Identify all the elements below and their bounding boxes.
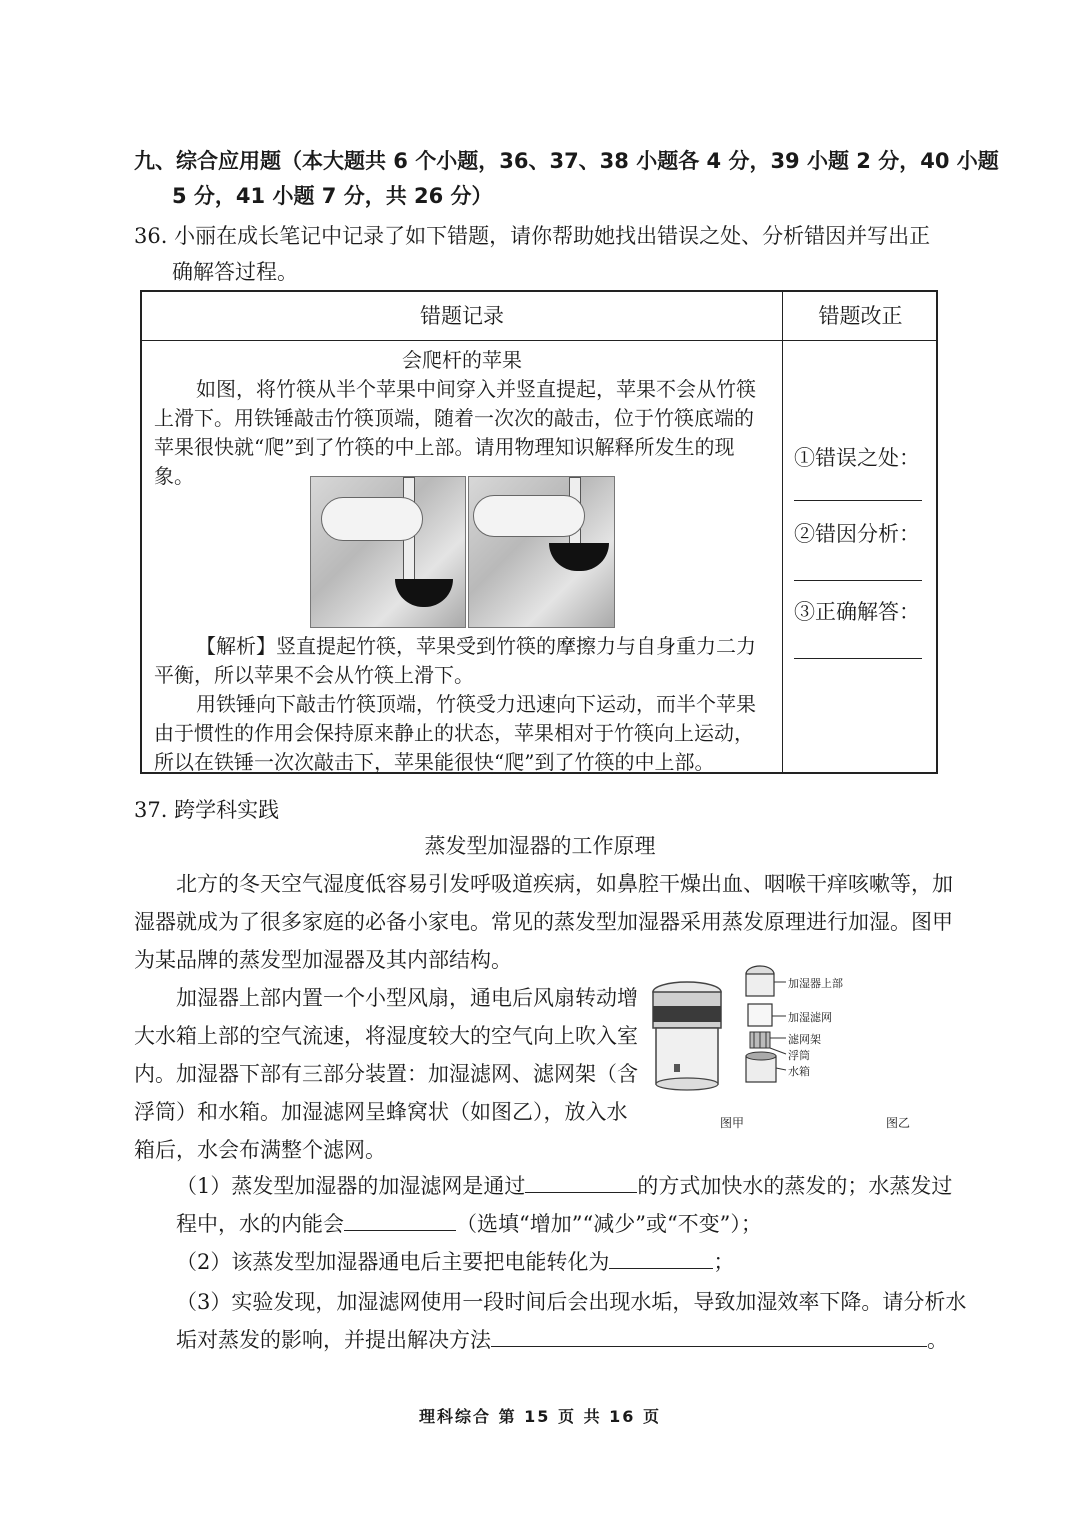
analysis-line-3: 用铁锤向下敲击竹筷顶端，竹筷受力迅速向下运动，而半个苹果	[196, 692, 756, 716]
q37-sub1-row2	[176, 1206, 762, 1242]
label-filter: 加湿滤网	[788, 1011, 832, 1024]
record-line-1: 如图，将竹筷从半个苹果中间穿入并竖直提起，苹果不会从竹筷	[196, 377, 756, 401]
page-footer: 理科综合 第 15 页 共 16 页	[419, 1407, 661, 1426]
correction-correct-answer: ③正确解答：	[794, 600, 920, 624]
error-record-table	[140, 290, 938, 774]
caption-figure-a: 图甲	[720, 1116, 745, 1130]
q37-article-title: 蒸发型加湿器的工作原理	[424, 834, 656, 858]
table-divider-horizontal	[142, 340, 936, 341]
analysis-line-2: 平衡，所以苹果不会从竹筷上滑下。	[154, 663, 474, 687]
q37-para1-line3: 为某品牌的蒸发型加湿器及其内部结构。	[134, 948, 512, 972]
q37-sub2-blank[interactable]	[609, 1246, 713, 1269]
label-water-tank: 水箱	[788, 1065, 810, 1078]
section-title-line1: 九、综合应用题（本大题共 6 个小题，36、37、38 小题各 4 分，39 小题 2 分，40 小题	[134, 149, 999, 173]
correction-error-cause: ②错因分析：	[794, 522, 920, 546]
table-divider-vertical	[782, 292, 783, 772]
record-line-2: 上滑下。用铁锤敲击竹筷顶端，随着一次次的敲击，位于竹筷底端的	[154, 406, 754, 430]
analysis-line-5: 所以在铁锤一次次敲击下，苹果能很快“爬”到了竹筷的中上部。	[154, 750, 715, 774]
q37-para2-line3: 内。加湿器下部有三部分装置：加湿滤网、滤网架（含	[134, 1062, 638, 1086]
record-line-3: 苹果很快就“爬”到了竹筷的中上部。请用物理知识解释所发生的现	[154, 435, 735, 459]
apple-photo-after	[468, 476, 615, 628]
record-title: 会爬杆的苹果	[402, 348, 522, 372]
q36-stem-line2: 确解答过程。	[172, 260, 298, 284]
record-line-4: 象。	[154, 464, 194, 488]
q37-para2-line1: 加湿器上部内置一个小型风扇，通电后风扇转动增	[176, 986, 638, 1010]
q37-sub3-text-c: 。	[927, 1328, 948, 1352]
q37-sub2-text-a: （2）该蒸发型加湿器通电后主要把电能转化为	[176, 1250, 610, 1274]
q37-number: 37. 跨学科实践	[134, 798, 280, 822]
q37-para2-line5: 箱后，水会布满整个滤网。	[134, 1138, 386, 1162]
q37-sub1-text-d: （选填“增加”“减少”或“不变”）；	[456, 1212, 762, 1236]
q37-sub1-blank-2[interactable]	[344, 1208, 456, 1231]
caption-figure-b: 图乙	[886, 1116, 911, 1130]
q37-sub3-line1: （3）实验发现，加湿滤网使用一段时间后会出现水垢，导致加湿效率下降。请分析水	[176, 1290, 967, 1314]
q37-sub1-text-a: （1）蒸发型加湿器的加湿滤网是通过	[176, 1174, 526, 1198]
q37-sub3-blank[interactable]	[491, 1324, 927, 1347]
q37-para1-line2: 湿器就成为了很多家庭的必备小家电。常见的蒸发型加湿器采用蒸发原理进行加湿。图甲	[134, 910, 953, 934]
q37-sub3-row2	[176, 1322, 948, 1358]
apple-photo-before	[310, 476, 466, 628]
humidifier-figure	[648, 976, 726, 1096]
q37-sub1-text-b: 的方式加快水的蒸发的；水蒸发过	[637, 1174, 953, 1198]
label-float: 浮筒	[788, 1049, 810, 1062]
answer-blank-3[interactable]	[794, 658, 922, 659]
q37-para2-line2: 大水箱上部的空气流速，将湿度较大的空气向上吹入室	[134, 1024, 638, 1048]
q37-sub2-text-b: ；	[713, 1250, 735, 1274]
q37-sub1-row1	[176, 1168, 952, 1204]
answer-blank-1[interactable]	[794, 500, 922, 501]
q37-sub1-text-c: 程中，水的内能会	[176, 1212, 344, 1236]
label-upper-part: 加湿器上部	[788, 977, 843, 990]
q36-stem-line1: 36. 小丽在成长笔记中记录了如下错题，请你帮助她找出错误之处、分析错因并写出正	[134, 224, 931, 248]
analysis-line-4: 由于惯性的作用会保持原来静止的状态，苹果相对于竹筷向上运动，	[154, 721, 754, 745]
section-title-line2: 5 分，41 小题 7 分，共 26 分）	[172, 184, 493, 208]
answer-blank-2[interactable]	[794, 580, 922, 581]
label-filter-frame: 滤网架	[788, 1033, 821, 1046]
analysis-line-1: 【解析】竖直提起竹筷，苹果受到竹筷的摩擦力与自身重力二力	[196, 634, 756, 658]
correction-error-location: ①错误之处：	[794, 446, 920, 470]
q37-para1-line1: 北方的冬天空气湿度低容易引发呼吸道疾病，如鼻腔干燥出血、咽喉干痒咳嗽等，加	[176, 872, 953, 896]
table-header-correction: 错题改正	[818, 304, 903, 328]
q37-sub2-row	[176, 1244, 734, 1280]
q37-sub1-blank-1[interactable]	[525, 1170, 637, 1193]
table-header-record: 错题记录	[420, 304, 504, 328]
q37-sub3-text-b: 垢对蒸发的影响，并提出解决方法	[176, 1328, 491, 1352]
q37-para2-line4: 浮筒）和水箱。加湿滤网呈蜂窝状（如图乙），放入水	[134, 1100, 628, 1124]
